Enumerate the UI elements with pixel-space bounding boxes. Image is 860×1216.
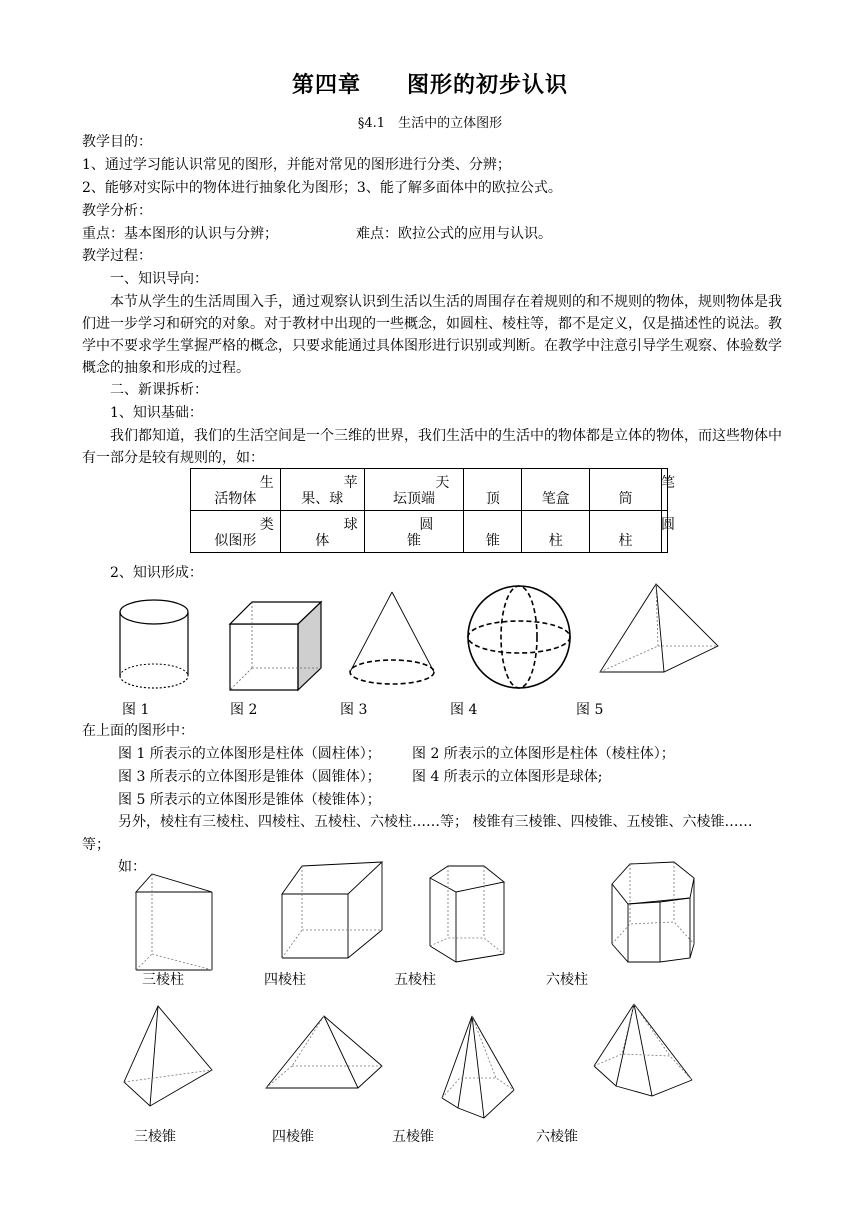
table-cell: 天 坛顶端 <box>364 469 464 511</box>
chapter-label: 第四章 <box>291 73 361 98</box>
etc-text: 等； <box>82 837 110 853</box>
part1-heading: 一、知识导向： <box>110 271 208 287</box>
table-row <box>191 511 668 553</box>
shape-label: 四棱柱 <box>264 972 306 988</box>
table-row <box>191 469 668 511</box>
square-pyramid-figure <box>596 580 726 680</box>
table-cell: 柱 <box>522 511 590 553</box>
square-pyramid-figure <box>262 1012 386 1108</box>
cone-figure <box>342 588 442 692</box>
table-cell: 笔 <box>661 469 667 511</box>
in-figures-text: 在上面的图形中： <box>82 723 194 739</box>
part2-heading: 二、新课拆析： <box>110 382 208 398</box>
table-cell: 顶 <box>464 469 522 511</box>
key-point: 重点：基本图形的认识与分辨； <box>82 226 278 242</box>
shape-label: 三棱柱 <box>142 972 184 988</box>
figure-description: 图 3 所表示的立体图形是锥体（圆锥体）； <box>118 769 381 785</box>
figure-label: 图 5 <box>576 702 604 718</box>
shape-label: 六棱锥 <box>536 1129 578 1145</box>
shape-label: 三棱锥 <box>134 1129 176 1145</box>
analysis-heading: 教学分析： <box>82 203 152 219</box>
besides-text: 另外，棱柱有三棱柱、四棱柱、五棱柱、六棱柱……等； 棱锥有三棱锥、四棱锥、五棱锥、六棱锥…… <box>118 814 753 830</box>
figure-description: 图 1 所表示的立体图形是柱体（圆柱体）； <box>118 746 381 762</box>
figure-description: 图 2 所表示的立体图形是柱体（棱柱体）； <box>412 746 675 762</box>
quadrangular-prism-figure <box>278 858 386 962</box>
figure-description: 图 4 所表示的立体图形是球体; <box>412 769 603 785</box>
aim-1: 1、通过学习能认识常见的图形，并能对常见的图形进行分类、分辨； <box>82 157 511 173</box>
aim-2: 2、能够对实际中的物体进行抽象化为图形；3、能了解多面体中的欧拉公式。 <box>82 180 562 196</box>
knowledge-base-paragraph: 我们都知道，我们的生活空间是一个三维的世界，我们生活中的生活中的物体都是立体的物体，而这些物体中有一部分是较有规则的，如： <box>82 428 782 466</box>
cube-figure <box>226 598 326 694</box>
sphere-figure <box>466 584 576 692</box>
knowledge-form-heading: 2、知识形成： <box>110 565 203 581</box>
such-as-text: 如： <box>118 859 146 875</box>
triangular-prism-figure <box>132 870 216 974</box>
triangular-pyramid-figure <box>120 1002 216 1110</box>
figure-description: 图 5 所表示的立体图形是锥体（棱锥体）； <box>118 792 381 808</box>
table-cell: 圆 <box>661 511 667 553</box>
table-cell: 球 体 <box>280 511 364 553</box>
cylinder-figure <box>110 596 200 696</box>
pentagonal-pyramid-figure <box>438 1012 518 1120</box>
shape-label: 五棱锥 <box>392 1129 434 1145</box>
shape-label: 五棱柱 <box>394 972 436 988</box>
table-cell: 苹 果、球 <box>280 469 364 511</box>
figure-label: 图 4 <box>450 702 478 718</box>
table-cell: 类 似图形 <box>191 511 281 553</box>
knowledge-base-heading: 1、知识基础： <box>110 405 203 421</box>
figure-label: 图 1 <box>122 702 150 718</box>
section-title: §4.1 生活中的立体图形 <box>357 116 503 131</box>
process-heading: 教学过程： <box>82 248 152 264</box>
difficult-point: 难点：欧拉公式的应用与认识。 <box>356 226 552 242</box>
table-cell: 柱 <box>590 511 662 553</box>
table-cell: 锥 <box>464 511 522 553</box>
hexagonal-prism-figure <box>608 858 698 964</box>
table-cell: 生 活物体 <box>191 469 281 511</box>
chapter-title: 图形的初步认识 <box>407 73 569 98</box>
objects-table <box>190 468 675 553</box>
table-cell: 笔盒 <box>522 469 590 511</box>
part1-paragraph: 本节从学生的生活周围入手，通过观察认识到生活以生活的周围存在着规则的和不规则的物体，规则物体是我们进一步学习和研究的对象。对于教材中出现的一些概念，如圆柱、棱柱等，都不是定义，仅是描述性的说法。教学中不要求学生掌握严格的概念，只要求能通过具体图形进行识别或判断。在教学中注意引导学生观察、体验数学概念的抽象和形成的过程。 <box>82 294 782 376</box>
table-cell: 圆 锥 <box>364 511 464 553</box>
figure-label: 图 3 <box>340 702 368 718</box>
figure-label: 图 2 <box>230 702 258 718</box>
shape-label: 六棱柱 <box>546 972 588 988</box>
table-cell: 筒 <box>590 469 662 511</box>
shape-label: 四棱锥 <box>272 1129 314 1145</box>
hexagonal-pyramid-figure <box>590 1000 696 1106</box>
pentagonal-prism-figure <box>426 862 510 966</box>
page-title <box>0 68 860 99</box>
aim-heading: 教学目的： <box>82 134 152 150</box>
